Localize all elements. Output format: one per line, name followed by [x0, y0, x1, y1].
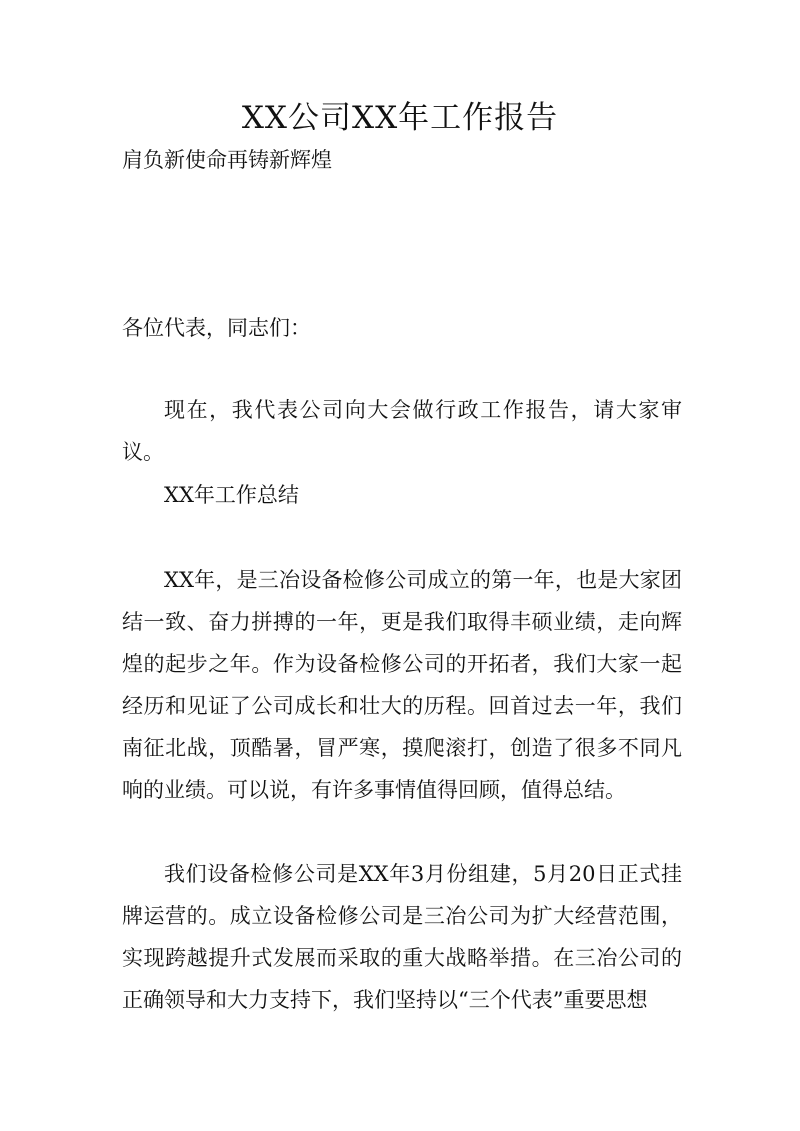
document-subtitle: 肩负新使命再铸新辉煌: [122, 148, 332, 172]
paragraph-summary: XX年，是三冶设备检修公司成立的第一年，也是大家团结一致、奋力拼搏的一年，更是我们取得丰硕业绩，走向辉煌的起步之年。作为设备检修公司的开拓者，我们大家一起经历和见证了公司成长和壮大的历程。回首过去一年，我们南征北战，顶酷暑，冒严寒，摸爬滚打，创造了很多不同凡响的业绩。可以说，有许多事情值得回顾，值得总结。: [122, 568, 682, 802]
section-heading: XX年工作总结: [164, 483, 299, 507]
salutation: 各位代表，同志们：: [122, 316, 311, 340]
paragraph-company: 我们设备检修公司是XX年3月份组建，5月20日正式挂牌运营的。成立设备检修公司是三冶公司为扩大经营范围，实现跨越提升式发展而采取的重大战略举措。在三冶公司的正确领导和大力支持下，我们坚持以“三个代表”重要思想: [122, 862, 682, 1012]
paragraph-intro: 现在，我代表公司向大会做行政工作报告，请大家审议。: [122, 398, 682, 464]
document-title: XX公司XX年工作报告: [241, 100, 559, 136]
